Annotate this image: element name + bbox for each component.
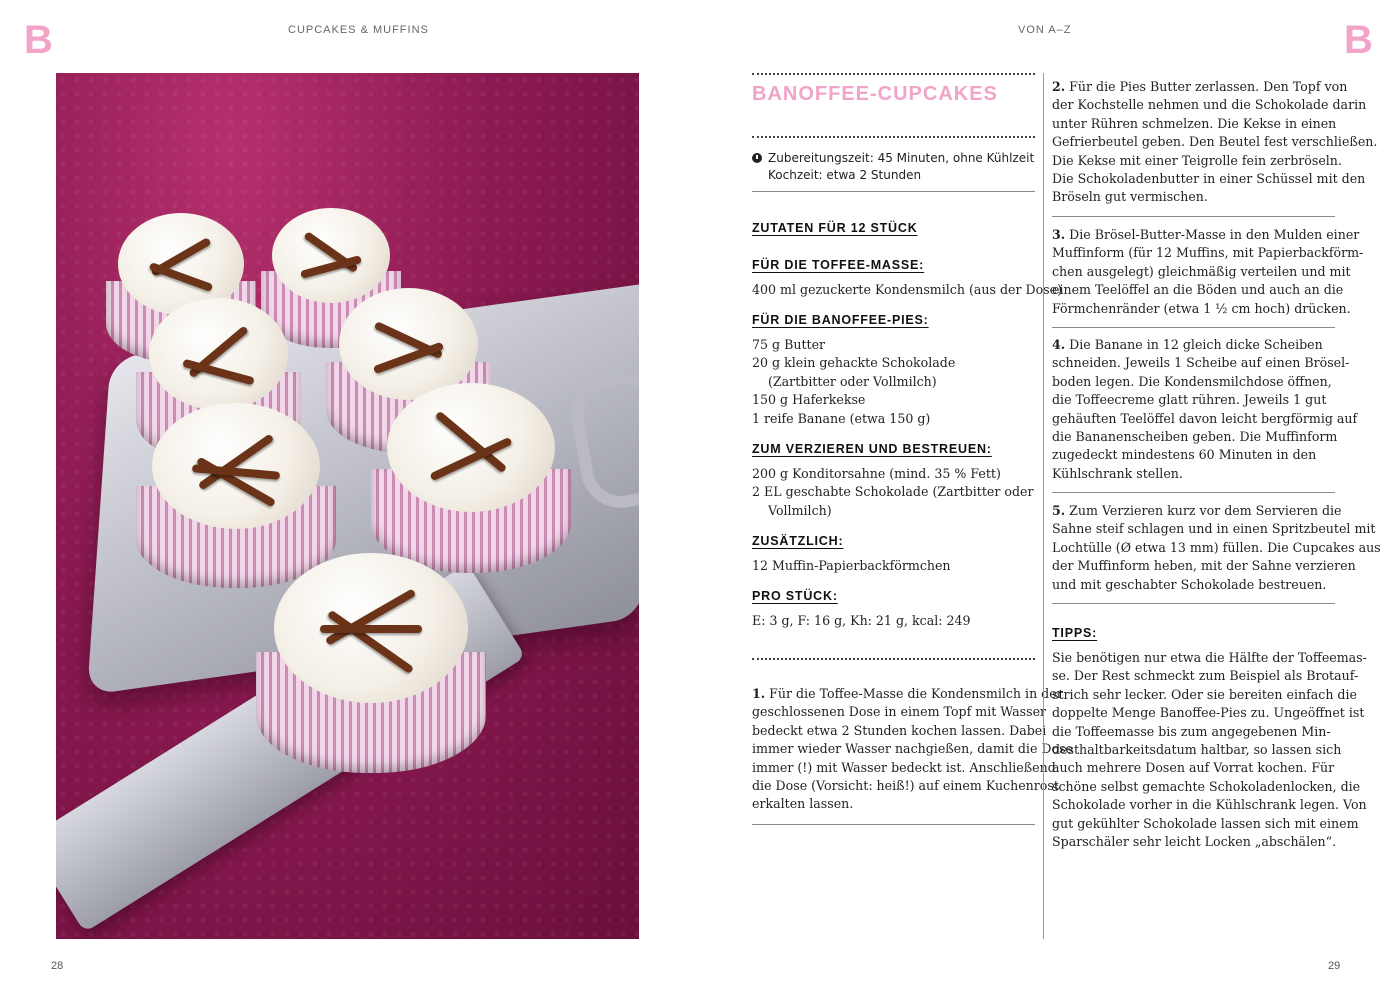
- ingredient-list-pies: [752, 336, 955, 428]
- ingredient: (Zartbitter oder Vollmilch): [768, 373, 937, 389]
- step-number: 4.: [1052, 337, 1066, 352]
- group-heading-pies: FÜR DIE BANOFFEE-PIES:: [752, 313, 929, 327]
- ingredient: 1 reife Banane (etwa 150 g): [752, 410, 931, 426]
- dotted-rule: [752, 136, 1035, 138]
- section-letter-left: B: [24, 18, 53, 62]
- dotted-rule: [752, 73, 1035, 75]
- cupcake: [256, 553, 486, 773]
- ingredient: 400 ml gezuckerte Kondensmilch (aus der Dose): [752, 282, 1063, 297]
- running-head-right: VON A–Z: [1018, 24, 1072, 36]
- cupcake-photo: [56, 73, 639, 939]
- group-heading-toffee: FÜR DIE TOFFEE-MASSE:: [752, 258, 925, 272]
- cook-time: Kochzeit: etwa 2 Stunden: [768, 168, 922, 182]
- rule: [1052, 327, 1335, 328]
- section-letter-right: B: [1344, 18, 1373, 62]
- step-4: 4. Die Banane in 12 gleich dicke Scheiben schneiden. Jeweils 1 Scheibe auf einen Brösel- boden legen. Die Kondensmilchdose öffnen, die Toffeecreme glatt rühren. Jeweils 1 gut gehäuften Teelöffel davon leicht bergförmig auf die Bananenscheiben geben. Die Muffinform zugedeckt mindestens 60 Minuten in den Kühlschrank stellen.: [1052, 337, 1358, 481]
- rule: [752, 824, 1035, 825]
- step-number: 1.: [752, 686, 766, 701]
- step-3: 3. Die Brösel-Butter-Masse in den Mulden einer Muffinform (für 12 Muffins, mit Papierbackförm- chen ausgelegt) gleichmäßig verteilen und mit einem Teelöffel an die Böden und auch an die Förmchenränder (etwa 1 ½ cm hoch) drücken.: [1052, 227, 1364, 316]
- ingredient-list-decoration: [752, 465, 1034, 520]
- column-divider: [1043, 73, 1044, 939]
- tips-text: Sie benötigen nur etwa die Hälfte der Toffeemas- se. Der Rest schmeckt zum Beispiel als Brotauf- strich sehr lecker. Oder sie bereiten einfach die doppelte Menge Banoffee-Pies zu. Ungeöffnet ist die Toffeemasse bis zum angegebenen Min- desthaltbarkeitsdatum haltbar, so lassen sich auch mehrere Dosen auf Vorrat kochen. Für schöne selbst gemachte Schokoladenlocken, die Schokolade vorher in die Kühlschrank legen. Von gut gekühlter Schokolade lassen sich mit einem Sparschäler sehr leicht Locken „abschälen“.: [1052, 650, 1367, 850]
- recipe-title: BANOFFEE-CUPCAKES: [752, 83, 998, 105]
- tips-heading: TIPPS:: [1052, 626, 1098, 640]
- ingredient: 2 EL geschabte Schokolade (Zartbitter oder: [752, 484, 1034, 500]
- ingredient: 12 Muffin-Papierbackförmchen: [752, 558, 951, 573]
- ingredient-list-toffee: [752, 281, 1062, 299]
- prep-time: Zubereitungszeit: 45 Minuten, ohne Kühlzeit: [768, 151, 1035, 165]
- rule: [1052, 216, 1335, 217]
- rule: [752, 191, 1035, 192]
- page-number-right: 29: [1328, 960, 1341, 972]
- clock-icon: [752, 153, 762, 163]
- step-2: 2. Für die Pies Butter zerlassen. Den Topf von der Kochstelle nehmen und die Schokolade darin unter Rühren schmelzen. Die Kekse in einen Gefrierbeutel geben. Den Beutel fest verschließen. Die Kekse mit einer Teigrolle fein zerbröseln. Die Schokoladenbutter in einer Schüssel mit den Bröseln gut vermischen.: [1052, 79, 1378, 205]
- ingredient: 75 g Butter: [752, 337, 826, 352]
- time-info: [752, 150, 1037, 184]
- group-heading-decoration: ZUM VERZIEREN UND BESTREUEN:: [752, 442, 992, 456]
- nutrition-values: E: 3 g, F: 16 g, Kh: 21 g, kcal: 249: [752, 613, 971, 628]
- step-number: 5.: [1052, 503, 1066, 518]
- step-number: 2.: [1052, 79, 1066, 94]
- group-heading-nutrition: PRO STÜCK:: [752, 589, 838, 603]
- group-heading-additional: ZUSÄTZLICH:: [752, 534, 844, 548]
- cupcake: [371, 383, 571, 573]
- rule: [1052, 603, 1335, 604]
- ingredient-list-additional: [752, 557, 951, 575]
- step-5: 5. Zum Verzieren kurz vor dem Servieren die Sahne steif schlagen und in einen Spritzbeutel mit Lochtülle (Ø etwa 13 mm) füllen. Die Cupcakes aus der Muffinform heben, mit der Sahne verzieren und mit geschabter Schokolade bestreuen.: [1052, 503, 1381, 592]
- ingredient: 150 g Haferkekse: [752, 392, 866, 408]
- step-number: 3.: [1052, 227, 1066, 242]
- rule: [1052, 492, 1335, 493]
- running-head-left: CUPCAKES & MUFFINS: [288, 24, 429, 36]
- page-number-left: 28: [51, 960, 64, 972]
- ingredient: 20 g klein gehackte Schokolade: [752, 355, 956, 371]
- ingredient: Vollmilch): [768, 502, 832, 518]
- dotted-rule: [752, 658, 1035, 660]
- yield-heading: ZUTATEN FÜR 12 STÜCK: [752, 221, 918, 235]
- ingredient: 200 g Konditorsahne (mind. 35 % Fett): [752, 466, 1001, 481]
- step-1: 1. Für die Toffee-Masse die Kondensmilch in der geschlossenen Dose in einem Topf mit Wasser bedeckt etwa 2 Stunden kochen lassen. Dabei immer wieder Wasser nachgießen, damit die Dose immer (!) mit Wasser bedeckt ist. Anschließend die Dose (Vorsicht: heiß!) auf einem Kuchenrost erkalten lassen.: [752, 686, 1073, 812]
- nutrition-info: [752, 612, 971, 630]
